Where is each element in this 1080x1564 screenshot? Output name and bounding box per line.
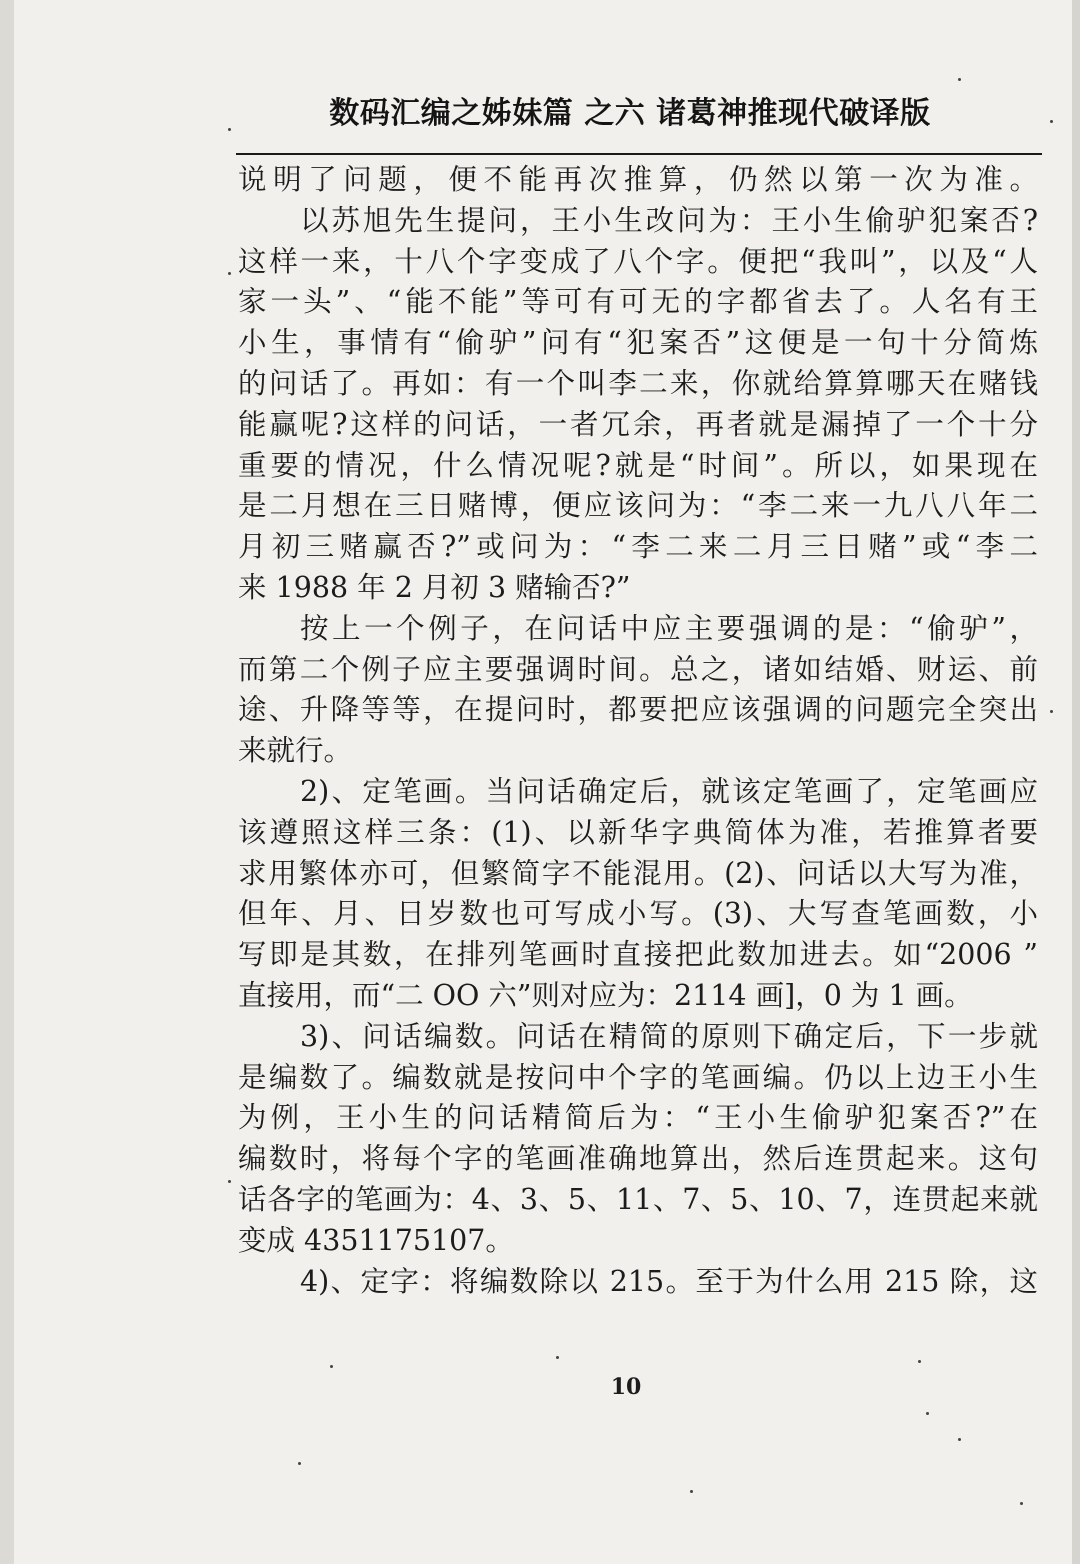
- scan-speck: [556, 1356, 559, 1359]
- text-line: 按上一个例子，在问话中应主要强调的是：“偷驴”，: [300, 611, 1038, 645]
- text-line: 编数时，将每个字的笔画准确地算出，然后连贯起来。这句: [238, 1142, 1038, 1176]
- text-line: 求用繁体亦可，但繁简字不能混用。(2)、问话以大写为准，: [238, 856, 1038, 890]
- text-line: 写即是其数，在排列笔画时直接把此数加进去。如“2006 ”: [238, 938, 1038, 972]
- text-line: 直接用，而“二 OO 六”则对应为：2114 画]，0 为 1 画。: [238, 978, 973, 1012]
- text-line: 的问话了。再如：有一个叫李二来，你就给算算哪天在赌钱: [238, 366, 1038, 400]
- text-line: 来 1988 年 2 月初 3 赌输否?”: [238, 570, 631, 604]
- scan-speck: [958, 1438, 961, 1441]
- page-number: 10: [610, 1374, 642, 1400]
- text-line: 说明了问题，便不能再次推算，仍然以第一次为准。: [238, 163, 1038, 196]
- text-line: 3)、问话编数。问话在精简的原则下确定后，下一步就: [300, 1019, 1038, 1053]
- scan-speck: [330, 1365, 333, 1368]
- text-line: 来就行。: [238, 734, 353, 768]
- text-line: 为例，王小生的问话精简后为：“王小生偷驴犯案否?”在: [238, 1101, 1038, 1135]
- scan-speck: [926, 1412, 929, 1415]
- scan-speck: [228, 128, 231, 131]
- scan-speck: [1020, 1502, 1023, 1505]
- text-line: 4)、定字：将编数除以 215。至于为什么用 215 除，这: [300, 1264, 1038, 1298]
- scan-speck: [298, 1462, 301, 1465]
- scan-speck: [228, 1180, 231, 1183]
- text-line: 途、升降等等，在提问时，都要把应该强调的问题完全突出: [238, 693, 1038, 727]
- text-line: 能赢呢?这样的问话，一者冗余，再者就是漏掉了一个十分: [238, 407, 1038, 441]
- text-line: 家一头”、“能不能”等可有可无的字都省去了。人名有王: [238, 285, 1038, 319]
- scan-speck: [228, 272, 231, 275]
- scan-speck: [1050, 710, 1053, 713]
- text-line: 是编数了。编数就是按问中个字的笔画编。仍以上边王小生: [238, 1060, 1038, 1094]
- text-line: 小生，事情有“偷驴”问有“犯案否”这便是一句十分简炼: [238, 326, 1038, 360]
- text-line: 话各字的笔画为：4、3、5、11、7、5、10、7，连贯起来就: [238, 1182, 1038, 1216]
- text-line: 而第二个例子应主要强调时间。总之，诸如结婚、财运、前: [238, 652, 1038, 686]
- scan-speck: [690, 1490, 693, 1493]
- text-line: 该遵照这样三条：(1)、以新华字典简体为准，若推算者要: [238, 815, 1038, 849]
- text-line: 变成 4351175107。: [238, 1223, 514, 1257]
- body-text: [238, 160, 1038, 1302]
- binding-shadow-right: [1072, 0, 1080, 1564]
- text-line: 以苏旭先生提问，王小生改问为：王小生偷驴犯案否?: [300, 203, 1038, 237]
- text-line: 是二月想在三日赌博，便应该问为：“李二来一九八八年二: [238, 489, 1038, 523]
- header-rule: [236, 153, 1042, 155]
- text-line: 2)、定笔画。当问话确定后，就该定笔画了，定笔画应: [300, 774, 1038, 808]
- scan-speck: [1050, 120, 1053, 123]
- text-line: 重要的情况，什么情况呢?就是“时间”。所以，如果现在: [238, 448, 1038, 482]
- text-line: 但年、月、日岁数也可写成小写。(3)、大写查笔画数，小: [238, 897, 1038, 931]
- text-line: 这样一来，十八个字变成了八个字。便把“我叫”，以及“人: [238, 244, 1038, 278]
- running-head: 数码汇编之姊妹篇 之六 诸葛神推现代破译版: [329, 96, 931, 131]
- text-line: 月初三赌赢否?”或问为：“李二来二月三日赌”或“李二: [238, 530, 1038, 564]
- scan-speck: [918, 1360, 921, 1363]
- binding-shadow-left: [0, 0, 14, 1564]
- scan-speck: [958, 78, 961, 81]
